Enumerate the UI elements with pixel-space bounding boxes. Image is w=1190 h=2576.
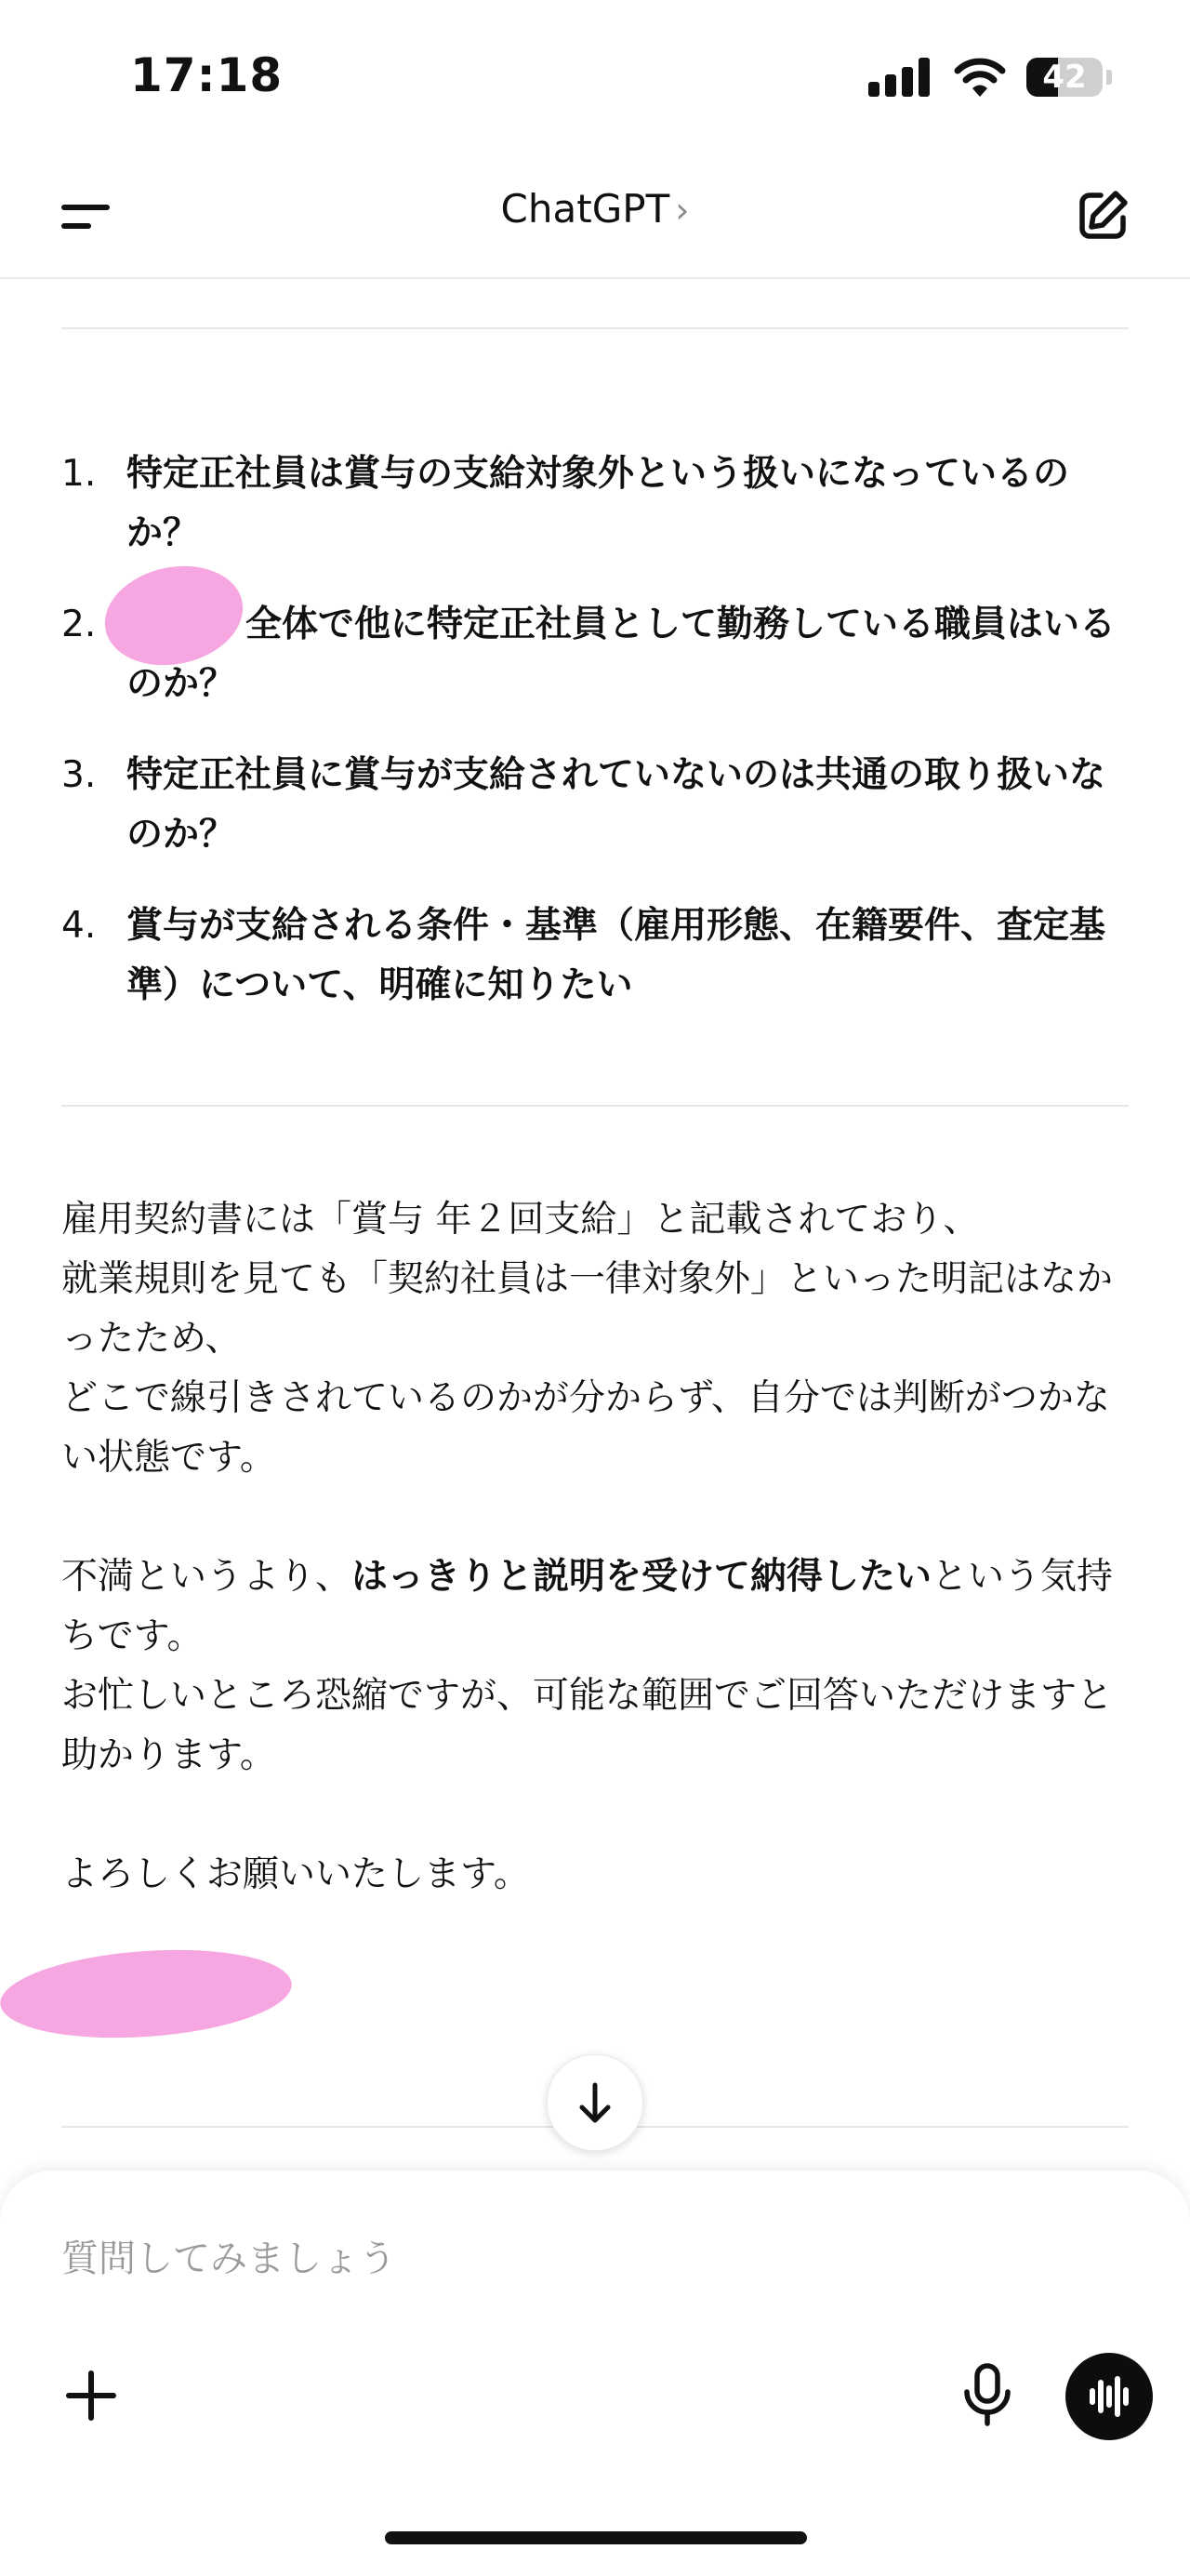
status-time: 17:18 xyxy=(130,48,284,102)
list-text: 特定正社員に賞与が支給されていないのは共通の取り扱いなのか？ xyxy=(126,754,1106,856)
list-number: 4. xyxy=(61,905,97,947)
model-selector[interactable] xyxy=(0,186,1190,232)
message-text-part: 不満というより、 xyxy=(61,1556,352,1598)
list-number: 3. xyxy=(61,754,97,796)
status-bar xyxy=(0,0,1190,158)
message-line: どこで線引きされているのかが分からず、自分では判断がつかない状態です。 xyxy=(61,1377,1110,1479)
chevron-right-icon: › xyxy=(675,190,690,231)
battery-icon xyxy=(1026,58,1103,97)
signal-icon xyxy=(868,58,930,97)
message-line: お忙しいところ恐縮ですが、可能な範囲でご回答いただけますと助かります。 xyxy=(61,1675,1114,1776)
plus-icon[interactable] xyxy=(61,2366,121,2425)
section-divider xyxy=(61,1105,1129,1107)
wifi-icon xyxy=(954,56,1006,99)
list-item xyxy=(61,445,1130,564)
list-text: 特定正社員は賞与の支給対象外という扱いになっているのか？ xyxy=(126,453,1070,554)
battery-level: 42 xyxy=(1042,59,1087,96)
list-number: 2. xyxy=(61,604,97,645)
message-text-part: という気持ちです。 xyxy=(61,1556,1114,1657)
list-number: 1. xyxy=(61,453,97,495)
message-text xyxy=(61,1190,1140,1905)
list-item xyxy=(61,746,1130,865)
voice-mode-icon xyxy=(1065,2353,1153,2440)
mic-icon[interactable] xyxy=(961,2362,1013,2427)
battery-cap xyxy=(1106,70,1112,85)
compose-icon[interactable] xyxy=(1073,186,1132,246)
model-title: ChatGPT xyxy=(500,186,670,232)
voice-mode-button[interactable] xyxy=(1065,2353,1153,2440)
scroll-down-button[interactable] xyxy=(547,2054,643,2151)
home-indicator xyxy=(385,2531,807,2544)
nav-bar xyxy=(0,158,1190,279)
message-emphasis: はっきりと説明を受けて納得したい xyxy=(351,1556,932,1598)
message-input[interactable] xyxy=(61,2226,1084,2291)
message-paragraph xyxy=(61,1547,1140,1666)
list-text: 全体で他に特定正社員として勤務している職員はいるのか？ xyxy=(126,604,1117,705)
composer xyxy=(0,2171,1190,2576)
message-line: よろしくお願いいたします。 xyxy=(61,1853,530,1895)
list-item xyxy=(61,896,1130,1016)
section-divider xyxy=(61,327,1129,329)
question-list xyxy=(61,445,1130,1047)
message-line: 雇用契約書には「賞与 年２回支給」と記載されており、 xyxy=(61,1199,980,1241)
list-text: 賞与が支給される条件・基準（雇用形態、在籍要件、査定基準）について、明確に知りたい xyxy=(126,905,1106,1006)
message-line: 就業規則を見ても「契約社員は一律対象外」といった明記はなかったため、 xyxy=(61,1258,1114,1360)
redaction-mark xyxy=(0,1941,295,2047)
arrow-down-icon xyxy=(548,2055,642,2150)
